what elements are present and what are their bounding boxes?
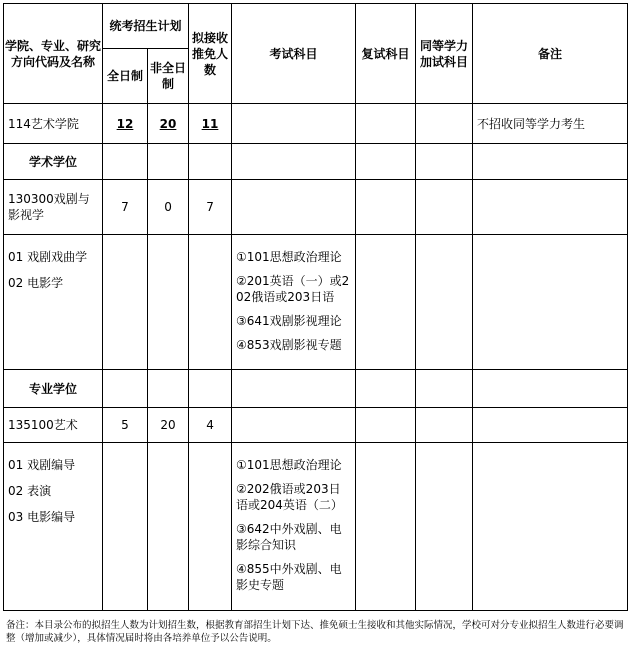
professional-directions bbox=[4, 443, 103, 611]
table-row bbox=[4, 144, 628, 180]
catalog-table bbox=[3, 3, 628, 611]
academic-major-recommend: 7 bbox=[189, 180, 232, 235]
direction-item: 02 电影学 bbox=[8, 276, 64, 290]
subject-item: ②202俄语或203日语或204英语（二） bbox=[236, 482, 343, 512]
table-row bbox=[4, 180, 628, 235]
header-parttime: 非全日制 bbox=[148, 49, 189, 104]
college-remark: 不招收同等学力考生 bbox=[473, 104, 628, 144]
academic-major-parttime: 0 bbox=[148, 180, 189, 235]
academic-directions bbox=[4, 235, 103, 370]
table-row bbox=[4, 408, 628, 443]
table-row bbox=[4, 443, 628, 611]
college-recommend: 11 bbox=[189, 104, 232, 144]
professional-label: 专业学位 bbox=[4, 370, 103, 408]
professional-major-fulltime: 5 bbox=[103, 408, 148, 443]
academic-subjects bbox=[232, 235, 356, 370]
subject-item: ④853戏剧影视专题 bbox=[236, 338, 342, 352]
subject-item: ③641戏剧影视理论 bbox=[236, 314, 342, 328]
college-fulltime: 12 bbox=[103, 104, 148, 144]
table-row bbox=[4, 235, 628, 370]
footnote: 备注：本目录公布的拟招生人数为计划招生数，根据教育部招生计划下达、推免硕士生接收和其他实际情况，学校可对分专业拟招生人数进行必要调整（增加或减少），具体情况届时将由各培养单位予以公告说明。 bbox=[6, 620, 624, 644]
subject-item: ①101思想政治理论 bbox=[236, 250, 342, 264]
college-name: 114艺术学院 bbox=[4, 104, 103, 144]
header-plan: 统考招生计划 bbox=[103, 4, 189, 49]
academic-major-name: 130300戏剧与影视学 bbox=[4, 180, 103, 235]
direction-item: 01 戏剧戏曲学 bbox=[8, 250, 88, 264]
direction-item: 01 戏剧编导 bbox=[8, 458, 76, 472]
subject-item: ②201英语（一）或202俄语或203日语 bbox=[236, 274, 350, 304]
professional-major-name: 135100艺术 bbox=[4, 408, 103, 443]
header-equiv: 同等学力加试科目 bbox=[416, 4, 473, 104]
professional-subjects bbox=[232, 443, 356, 611]
header-college: 学院、专业、研究方向代码及名称 bbox=[4, 4, 103, 104]
header-fulltime: 全日制 bbox=[103, 49, 148, 104]
header-exam: 考试科目 bbox=[232, 4, 356, 104]
header-retest: 复试科目 bbox=[356, 4, 416, 104]
subject-item: ①101思想政治理论 bbox=[236, 458, 342, 472]
professional-major-recommend: 4 bbox=[189, 408, 232, 443]
direction-item: 02 表演 bbox=[8, 484, 52, 498]
professional-major-parttime: 20 bbox=[148, 408, 189, 443]
header-remark: 备注 bbox=[473, 4, 628, 104]
academic-label: 学术学位 bbox=[4, 144, 103, 180]
subject-item: ④855中外戏剧、电影史专题 bbox=[236, 562, 342, 592]
header-recommend: 拟接收推免人数 bbox=[189, 4, 232, 104]
subject-item: ③642中外戏剧、电影综合知识 bbox=[236, 522, 342, 552]
college-parttime: 20 bbox=[148, 104, 189, 144]
academic-major-fulltime: 7 bbox=[103, 180, 148, 235]
table-row bbox=[4, 104, 628, 144]
table-row bbox=[4, 370, 628, 408]
direction-item: 03 电影编导 bbox=[8, 510, 76, 524]
